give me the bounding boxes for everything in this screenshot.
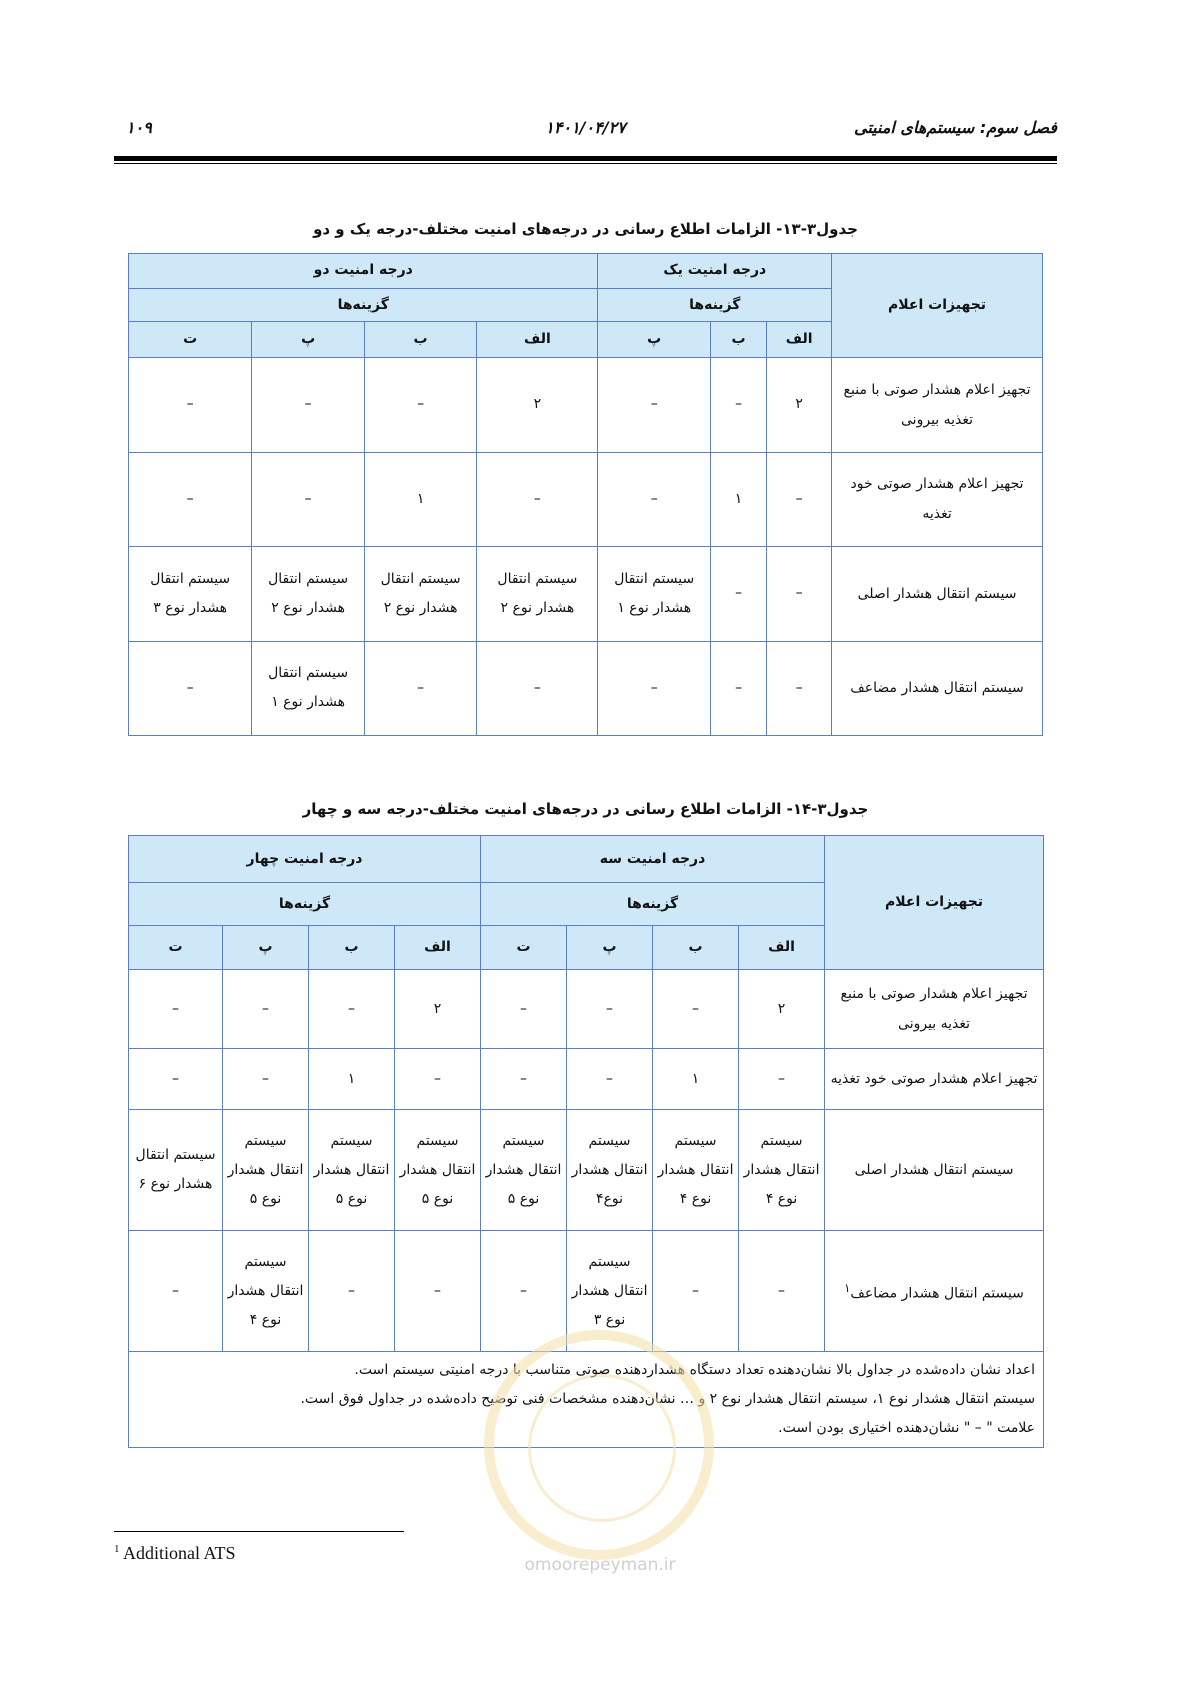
table-cell: ۱ [710, 452, 766, 546]
row-label: سیستم انتقال هشدار مضاعف [832, 641, 1043, 736]
table-row [129, 1110, 1044, 1231]
options-header: گزینه‌ها [481, 883, 825, 926]
col-header: ب [653, 926, 739, 970]
table-cell: – [567, 970, 653, 1049]
table-row [129, 547, 1043, 641]
table-cell: – [710, 641, 766, 736]
col-header: ت [481, 926, 567, 970]
row-label: تجهیز اعلام هشدار صوتی خود تغذیه [825, 1049, 1044, 1110]
row-label: تجهیز اعلام هشدار صوتی با منبع تغذیه بیرونی [832, 358, 1043, 452]
table-cell: ۲ [477, 358, 598, 452]
header-date: ۱۴۰۱/۰۴/۲۷ [545, 118, 626, 137]
table-cell: – [481, 1231, 567, 1352]
col-header: پ [223, 926, 309, 970]
table1 [128, 253, 1043, 736]
table-cell: سیستم انتقال هشدار نوع ۳ [129, 547, 252, 641]
table-cell: – [364, 358, 476, 452]
col-header: پ [252, 322, 364, 358]
row-label [825, 1231, 1044, 1352]
options-header: گزینه‌ها [129, 883, 481, 926]
col-header: الف [395, 926, 481, 970]
table-cell: سیستم انتقال هشدار نوع ۱ [598, 547, 710, 641]
page-header [114, 118, 1057, 148]
table-cell: ۱ [653, 1049, 739, 1110]
col-header: ت [129, 926, 223, 970]
footnote [114, 1543, 236, 1564]
col-header: پ [598, 322, 710, 358]
table-cell: سیستم انتقال هشدار نوع ۲ [252, 547, 364, 641]
table-cell: – [598, 358, 710, 452]
col-header: الف [739, 926, 825, 970]
table-cell: – [252, 358, 364, 452]
table-cell: – [481, 970, 567, 1049]
col-header: الف [477, 322, 598, 358]
note-line: سیستم انتقال هشدار نوع ۱، سیستم انتقال هشدار نوع ۲ و … نشان‌دهنده مشخصات فنی توضیح داده‌شده در جداول فوق است. [300, 1391, 1036, 1407]
table1-caption: جدول۳-۱۳- الزامات اطلاع رسانی در درجه‌های امنیت مختلف-درجه یک و دو [313, 220, 858, 238]
header-rule-thin [114, 163, 1057, 164]
note-line: علامت " – " نشان‌دهنده اختیاری بودن است. [778, 1420, 1036, 1436]
table-cell: – [739, 1049, 825, 1110]
table-cell: – [567, 1049, 653, 1110]
table-row [129, 641, 1043, 736]
level-two-header: درجه امنیت دو [129, 254, 598, 289]
table-row [129, 970, 1044, 1049]
table-cell: – [395, 1049, 481, 1110]
footnote-text: Additional ATS [123, 1543, 236, 1563]
table-cell: – [598, 452, 710, 546]
table-cell: – [767, 452, 832, 546]
table-cell: – [223, 1049, 309, 1110]
table-cell: سیستم انتقال هشدار نوع ۵ [395, 1110, 481, 1231]
table-row [129, 358, 1043, 452]
table-cell: سیستم انتقال هشدار نوع ۵ [481, 1110, 567, 1231]
table-cell: – [481, 1049, 567, 1110]
level-three-header: درجه امنیت سه [481, 836, 825, 883]
table-cell: – [653, 970, 739, 1049]
footnote-ref: ۱ [844, 1281, 851, 1296]
row-label: سیستم انتقال هشدار اصلی [832, 547, 1043, 641]
table2-caption: جدول۳-۱۴- الزامات اطلاع رسانی در درجه‌های امنیت مختلف-درجه سه و چهار [302, 800, 869, 818]
table-cell: – [767, 641, 832, 736]
table-cell: سیستم انتقال هشدار نوع ۴ [223, 1231, 309, 1352]
table-cell: سیستم انتقال هشدار نوع ۵ [309, 1110, 395, 1231]
row-label-text: سیستم انتقال هشدار مضاعف [850, 1285, 1024, 1302]
equip-header: تجهیزات اعلام [825, 836, 1044, 970]
row-label: تجهیز اعلام هشدار صوتی خود تغذیه [832, 452, 1043, 546]
table-cell: – [309, 1231, 395, 1352]
table-cell: ۲ [739, 970, 825, 1049]
table-cell: ۲ [767, 358, 832, 452]
options-header: گزینه‌ها [129, 288, 598, 322]
level-four-header: درجه امنیت چهار [129, 836, 481, 883]
col-header: ب [364, 322, 476, 358]
page-number: ۱۰۹ [126, 118, 152, 137]
table-cell: سیستم انتقال هشدار نوع ۵ [223, 1110, 309, 1231]
chapter-title: فصل سوم: سیستم‌های امنیتی [854, 118, 1057, 137]
table-cell: سیستم انتقال هشدار نوع ۴ [653, 1110, 739, 1231]
table-cell: ۱ [309, 1049, 395, 1110]
col-header: ب [710, 322, 766, 358]
header-rule-thick [114, 156, 1057, 161]
options-header: گزینه‌ها [598, 288, 832, 322]
table-cell: – [395, 1231, 481, 1352]
row-label: سیستم انتقال هشدار اصلی [825, 1110, 1044, 1231]
watermark-seal [484, 1330, 714, 1560]
table-cell: – [129, 452, 252, 546]
table-cell: – [309, 970, 395, 1049]
table-cell: – [223, 970, 309, 1049]
table-cell: – [364, 641, 476, 736]
table-cell: – [739, 1231, 825, 1352]
table-row [129, 452, 1043, 546]
col-header: پ [567, 926, 653, 970]
equip-header: تجهیزات اعلام [832, 254, 1043, 358]
table-cell: – [129, 1049, 223, 1110]
table-cell: – [710, 547, 766, 641]
table-cell: ۲ [395, 970, 481, 1049]
table-cell: – [129, 970, 223, 1049]
col-header: ت [129, 322, 252, 358]
table-cell: سیستم انتقال هشدار نوع ۲ [477, 547, 598, 641]
table-cell: – [252, 452, 364, 546]
table-cell: – [129, 358, 252, 452]
table-cell: – [653, 1231, 739, 1352]
footnote-mark: 1 [114, 1543, 120, 1555]
table-cell: سیستم انتقال هشدار نوع ۱ [252, 641, 364, 736]
row-label: تجهیز اعلام هشدار صوتی با منبع تغذیه بیرونی [825, 970, 1044, 1049]
note-line: اعداد نشان داده‌شده در جداول بالا نشان‌دهنده تعداد دستگاه هشداردهنده صوتی متناسب با درجه امنیتی سیستم است. [354, 1362, 1036, 1378]
watermark-text: omoorepeyman.ir [524, 1555, 676, 1575]
table-cell: – [767, 547, 832, 641]
table-cell: ۱ [364, 452, 476, 546]
table-cell: – [129, 1231, 223, 1352]
table-cell: سیستم انتقال هشدار نوع ۲ [364, 547, 476, 641]
table-cell: – [477, 452, 598, 546]
table-cell: سیستم انتقال هشدار نوع ۶ [129, 1110, 223, 1231]
level-one-header: درجه امنیت یک [598, 254, 832, 289]
footnote-rule [114, 1531, 404, 1532]
table-row [129, 1049, 1044, 1110]
table-cell: – [598, 641, 710, 736]
col-header: ب [309, 926, 395, 970]
table-cell: – [129, 641, 252, 736]
col-header: الف [767, 322, 832, 358]
table-cell: – [477, 641, 598, 736]
table-cell: – [710, 358, 766, 452]
table-cell: سیستم انتقال هشدار نوع ۴ [739, 1110, 825, 1231]
table-cell: سیستم انتقال هشدار نوع۴ [567, 1110, 653, 1231]
table-cell: سیستم انتقال هشدار نوع ۳ [567, 1231, 653, 1352]
